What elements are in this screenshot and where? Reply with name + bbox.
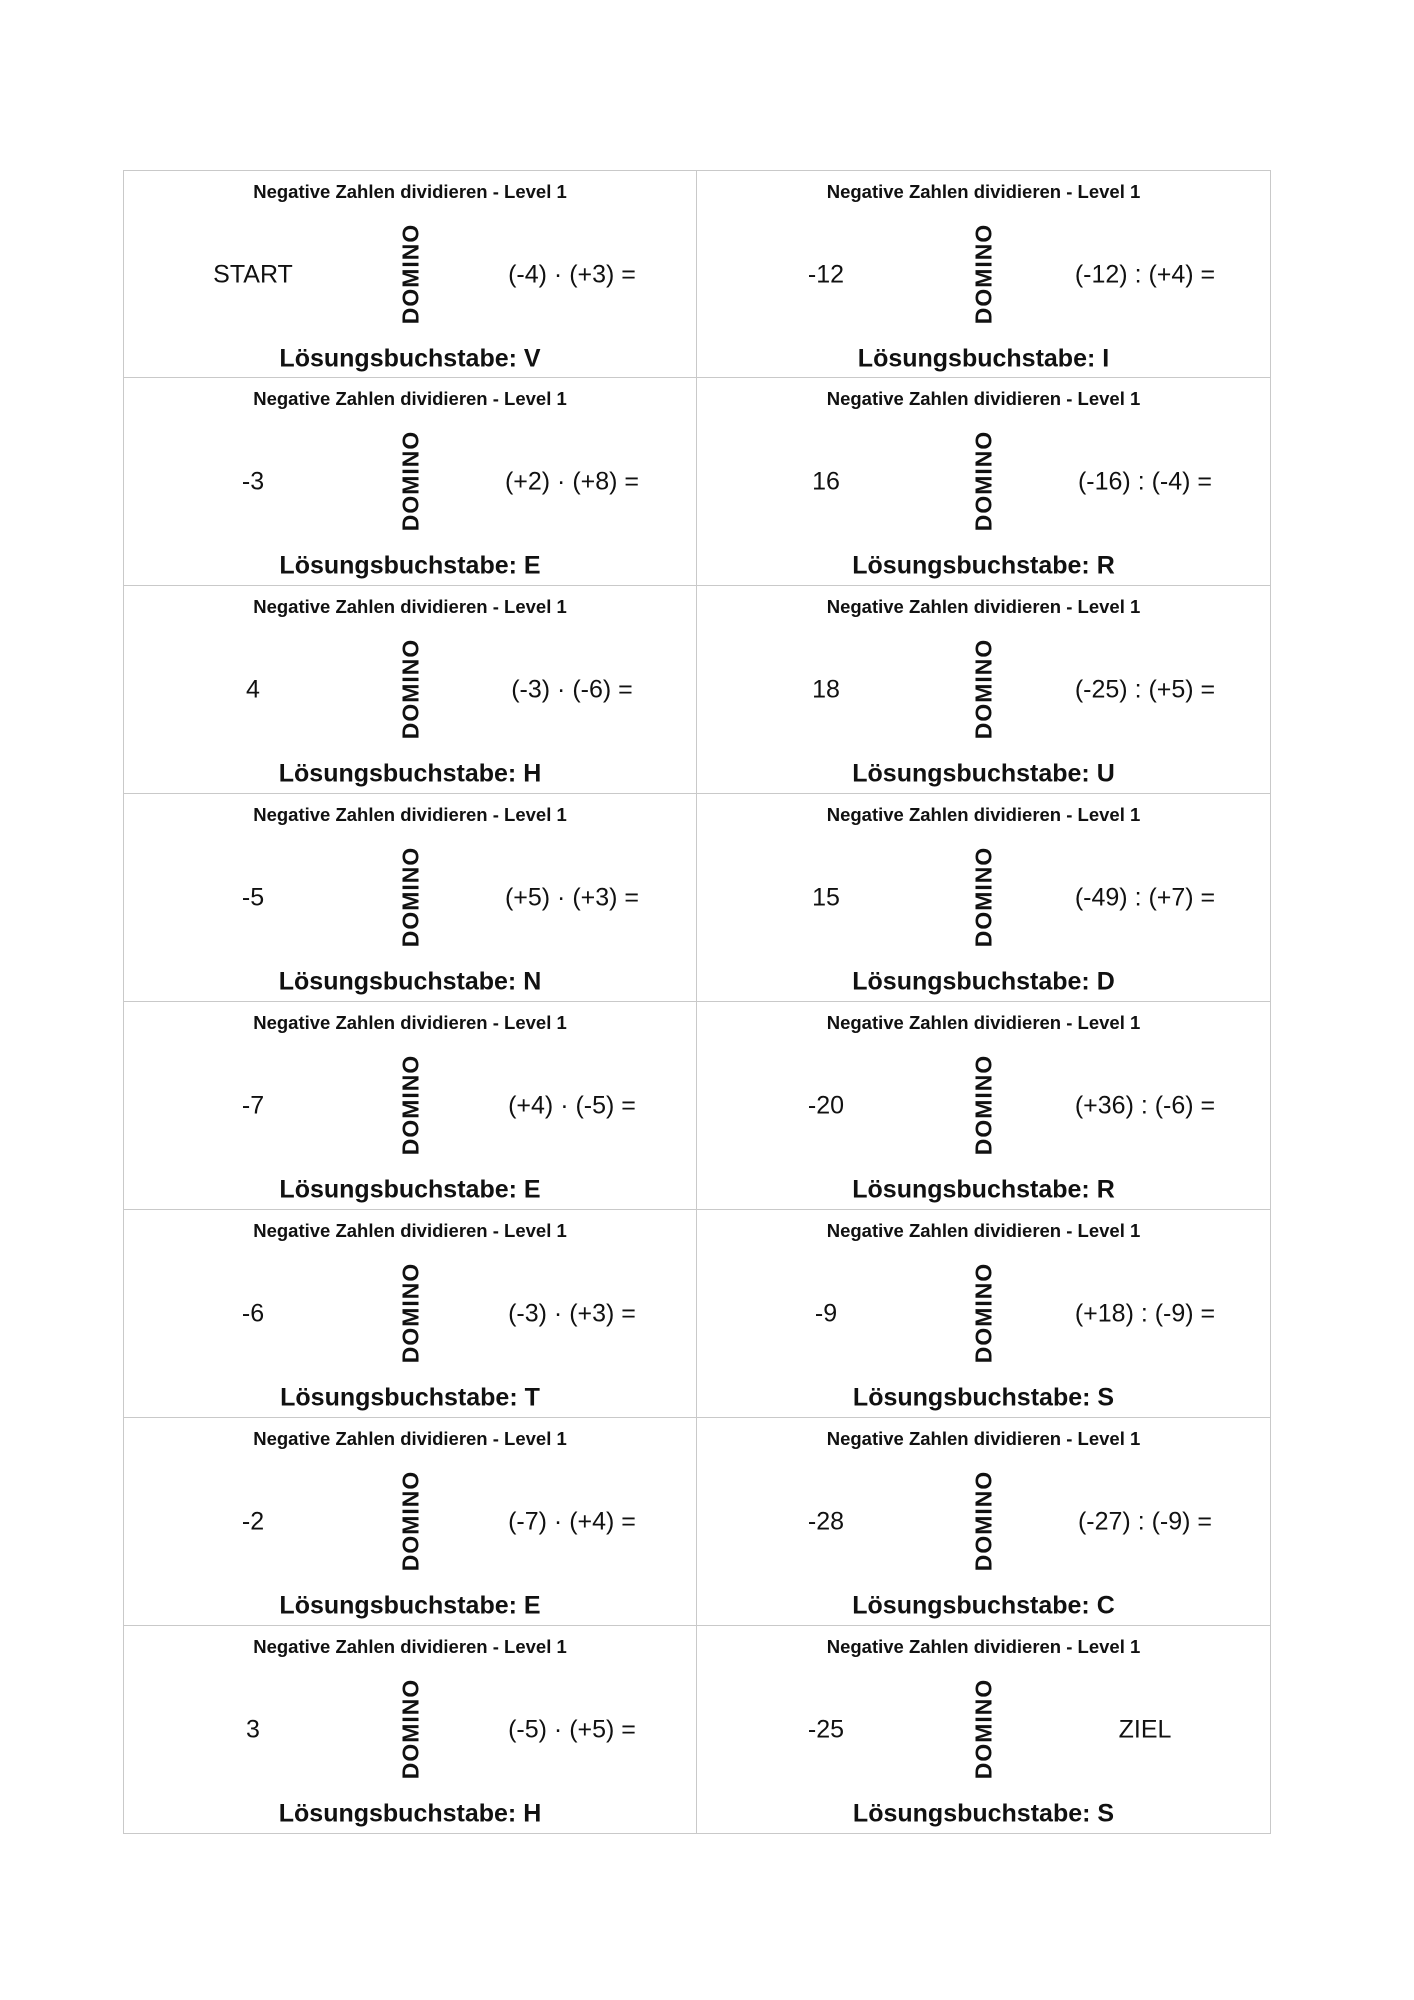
solution-letter-label: Lösungsbuchstabe: N bbox=[278, 967, 542, 996]
domino-label: DOMINO bbox=[397, 1054, 424, 1156]
card-header: Negative Zahlen dividieren - Level 1 bbox=[826, 181, 1141, 202]
domino-card bbox=[123, 170, 697, 378]
domino-label: DOMINO bbox=[397, 638, 424, 740]
card-header: Negative Zahlen dividieren - Level 1 bbox=[253, 388, 567, 409]
domino-label: DOMINO bbox=[397, 846, 424, 948]
domino-label: DOMINO bbox=[397, 223, 424, 325]
answer-value: -2 bbox=[241, 1507, 265, 1536]
task-expression: (+18) : (-9) = bbox=[1074, 1299, 1216, 1328]
domino-card bbox=[697, 378, 1271, 586]
solution-letter-label: Lösungsbuchstabe: R bbox=[852, 1175, 1115, 1204]
solution-letter-label: Lösungsbuchstabe: D bbox=[852, 967, 1115, 996]
card-header: Negative Zahlen dividieren - Level 1 bbox=[253, 1636, 567, 1657]
task-expression: (-7) · (+4) = bbox=[508, 1507, 636, 1536]
domino-label: DOMINO bbox=[397, 430, 424, 532]
card-header: Negative Zahlen dividieren - Level 1 bbox=[253, 181, 567, 202]
solution-letter-label: Lösungsbuchstabe: E bbox=[279, 1591, 541, 1620]
domino-label: DOMINO bbox=[970, 1678, 997, 1780]
answer-value: 3 bbox=[246, 1715, 260, 1744]
task-expression: (-16) : (-4) = bbox=[1077, 467, 1213, 496]
solution-letter-label: Lösungsbuchstabe: S bbox=[852, 1799, 1115, 1828]
domino-card bbox=[697, 1002, 1271, 1210]
answer-value: -3 bbox=[241, 467, 265, 496]
card-header: Negative Zahlen dividieren - Level 1 bbox=[253, 1220, 567, 1241]
solution-letter-label: Lösungsbuchstabe: V bbox=[279, 344, 541, 373]
card-header: Negative Zahlen dividieren - Level 1 bbox=[826, 1636, 1141, 1657]
solution-letter-label: Lösungsbuchstabe: T bbox=[280, 1383, 540, 1412]
domino-card bbox=[697, 1626, 1271, 1834]
domino-card bbox=[697, 1210, 1271, 1418]
answer-value: 16 bbox=[812, 467, 840, 496]
answer-value: -20 bbox=[807, 1091, 845, 1120]
domino-label: DOMINO bbox=[970, 846, 997, 948]
domino-card bbox=[123, 378, 697, 586]
task-expression: (-3) · (+3) = bbox=[508, 1299, 636, 1328]
solution-letter-label: Lösungsbuchstabe: C bbox=[852, 1591, 1115, 1620]
answer-value: -7 bbox=[241, 1091, 265, 1120]
task-expression: (-3) · (-6) = bbox=[511, 675, 633, 704]
task-expression: (-12) : (+4) = bbox=[1074, 260, 1216, 289]
answer-value: -12 bbox=[807, 260, 845, 289]
answer-value: -9 bbox=[814, 1299, 838, 1328]
task-expression: (+5) · (+3) = bbox=[504, 883, 640, 912]
domino-label: DOMINO bbox=[397, 1470, 424, 1572]
card-header: Negative Zahlen dividieren - Level 1 bbox=[826, 1428, 1141, 1449]
domino-card bbox=[123, 1210, 697, 1418]
solution-letter-label: Lösungsbuchstabe: U bbox=[852, 759, 1115, 788]
card-header: Negative Zahlen dividieren - Level 1 bbox=[253, 1012, 567, 1033]
solution-letter-label: Lösungsbuchstabe: E bbox=[279, 551, 541, 580]
solution-letter-label: Lösungsbuchstabe: H bbox=[278, 759, 542, 788]
card-header: Negative Zahlen dividieren - Level 1 bbox=[826, 596, 1141, 617]
task-expression: (+4) · (-5) = bbox=[508, 1091, 636, 1120]
card-header: Negative Zahlen dividieren - Level 1 bbox=[253, 1428, 567, 1449]
task-expression: (-25) : (+5) = bbox=[1074, 675, 1216, 704]
answer-value: 4 bbox=[246, 675, 260, 704]
domino-card bbox=[123, 1002, 697, 1210]
task-expression: (+36) : (-6) = bbox=[1074, 1091, 1216, 1120]
solution-letter-label: Lösungsbuchstabe: S bbox=[852, 1383, 1115, 1412]
card-header: Negative Zahlen dividieren - Level 1 bbox=[826, 1220, 1141, 1241]
card-header: Negative Zahlen dividieren - Level 1 bbox=[826, 1012, 1141, 1033]
card-header: Negative Zahlen dividieren - Level 1 bbox=[826, 388, 1141, 409]
domino-card bbox=[123, 1418, 697, 1626]
card-header: Negative Zahlen dividieren - Level 1 bbox=[826, 804, 1141, 825]
solution-letter-label: Lösungsbuchstabe: E bbox=[279, 1175, 541, 1204]
answer-value: -6 bbox=[241, 1299, 265, 1328]
task-expression: (-27) : (-9) = bbox=[1077, 1507, 1213, 1536]
card-header: Negative Zahlen dividieren - Level 1 bbox=[253, 804, 567, 825]
answer-value: -28 bbox=[807, 1507, 845, 1536]
answer-value: START bbox=[213, 260, 293, 289]
solution-letter-label: Lösungsbuchstabe: H bbox=[278, 1799, 542, 1828]
answer-value: 15 bbox=[812, 883, 840, 912]
domino-card bbox=[697, 586, 1271, 794]
domino-card bbox=[697, 794, 1271, 1002]
domino-label: DOMINO bbox=[970, 1262, 997, 1364]
task-expression: (-5) · (+5) = bbox=[508, 1715, 636, 1744]
card-header: Negative Zahlen dividieren - Level 1 bbox=[253, 596, 567, 617]
domino-card-grid bbox=[123, 170, 1271, 1834]
domino-card bbox=[123, 1626, 697, 1834]
answer-value: -25 bbox=[807, 1715, 845, 1744]
domino-card bbox=[123, 586, 697, 794]
domino-card bbox=[697, 170, 1271, 378]
domino-label: DOMINO bbox=[970, 430, 997, 532]
answer-value: 18 bbox=[812, 675, 840, 704]
task-expression: (-49) : (+7) = bbox=[1074, 883, 1216, 912]
task-expression: (-4) · (+3) = bbox=[508, 260, 636, 289]
task-expression: ZIEL bbox=[1118, 1715, 1172, 1744]
domino-label: DOMINO bbox=[970, 1470, 997, 1572]
solution-letter-label: Lösungsbuchstabe: I bbox=[857, 344, 1110, 373]
domino-label: DOMINO bbox=[397, 1262, 424, 1364]
domino-card bbox=[123, 794, 697, 1002]
domino-label: DOMINO bbox=[970, 223, 997, 325]
answer-value: -5 bbox=[241, 883, 265, 912]
domino-label: DOMINO bbox=[970, 638, 997, 740]
domino-label: DOMINO bbox=[397, 1678, 424, 1780]
domino-card bbox=[697, 1418, 1271, 1626]
domino-label: DOMINO bbox=[970, 1054, 997, 1156]
task-expression: (+2) · (+8) = bbox=[504, 467, 640, 496]
solution-letter-label: Lösungsbuchstabe: R bbox=[852, 551, 1115, 580]
